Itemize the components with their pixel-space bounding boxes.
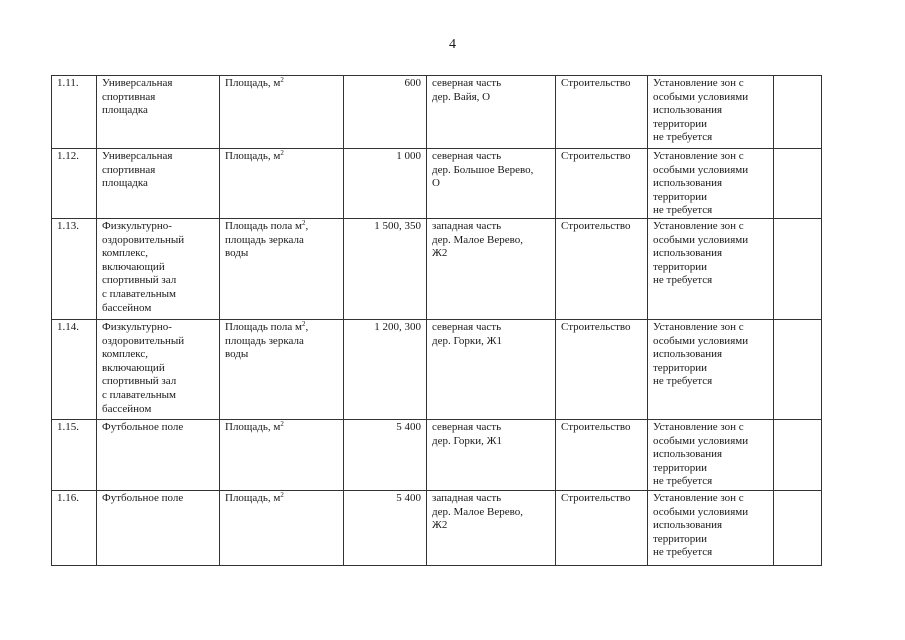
parameter-label: Площадь, м <box>225 150 281 162</box>
row-number: 1.15. <box>52 420 97 491</box>
zones-note: Установление зон с особыми условиями использования территории не требуется <box>648 219 774 320</box>
parameter-value: 1 000 <box>344 149 427 219</box>
empty-cell <box>774 76 822 149</box>
parameter-label: Площадь, м <box>225 492 281 504</box>
parameter-cell <box>220 491 344 566</box>
parameter-label: Площадь, м <box>225 421 281 433</box>
zones-note: Установление зон с особыми условиями использования территории не требуется <box>648 420 774 491</box>
measure-type: Строительство <box>556 149 648 219</box>
row-number: 1.14. <box>52 320 97 420</box>
unit-exponent: 2 <box>301 320 306 328</box>
location: северная часть дер. Горки, Ж1 <box>427 320 556 420</box>
parameter-cell <box>220 420 344 491</box>
object-name: Футбольное поле <box>97 491 220 566</box>
objects-table <box>51 75 822 566</box>
parameter-value: 1 500, 350 <box>344 219 427 320</box>
unit-exponent: 2 <box>280 149 284 157</box>
parameter-value: 1 200, 300 <box>344 320 427 420</box>
parameter-label-rest: , площадь зеркала воды <box>225 321 309 361</box>
unit-exponent: 2 <box>280 420 284 428</box>
location: северная часть дер. Большое Верево, О <box>427 149 556 219</box>
empty-cell <box>774 420 822 491</box>
unit-exponent: 2 <box>301 219 306 227</box>
parameter-cell <box>220 76 344 149</box>
parameter-label: Площадь, м <box>225 77 281 89</box>
row-number: 1.11. <box>52 76 97 149</box>
table-row <box>52 491 822 566</box>
parameter-value: 600 <box>344 76 427 149</box>
parameter-label-rest: , площадь зеркала воды <box>225 220 309 260</box>
empty-cell <box>774 491 822 566</box>
empty-cell <box>774 149 822 219</box>
location: северная часть дер. Горки, Ж1 <box>427 420 556 491</box>
unit-exponent: 2 <box>280 76 284 84</box>
object-name: Физкультурно- оздоровительный комплекс, включающий спортивный зал с плавательным бассейном <box>97 219 220 320</box>
zones-note: Установление зон с особыми условиями использования территории не требуется <box>648 149 774 219</box>
table-row <box>52 149 822 219</box>
parameter-cell <box>220 320 344 420</box>
measure-type: Строительство <box>556 320 648 420</box>
table-row <box>52 320 822 420</box>
parameter-value: 5 400 <box>344 491 427 566</box>
row-number: 1.12. <box>52 149 97 219</box>
measure-type: Строительство <box>556 420 648 491</box>
parameter-cell <box>220 219 344 320</box>
row-number: 1.13. <box>52 219 97 320</box>
measure-type: Строительство <box>556 491 648 566</box>
empty-cell <box>774 320 822 420</box>
zones-note: Установление зон с особыми условиями использования территории не требуется <box>648 76 774 149</box>
location: западная часть дер. Малое Верево, Ж2 <box>427 491 556 566</box>
page-number: 4 <box>449 37 456 52</box>
zones-note: Установление зон с особыми условиями использования территории не требуется <box>648 491 774 566</box>
table-row <box>52 420 822 491</box>
parameter-label: Площадь пола м <box>225 220 302 232</box>
zones-note: Установление зон с особыми условиями использования территории не требуется <box>648 320 774 420</box>
measure-type: Строительство <box>556 76 648 149</box>
parameter-value: 5 400 <box>344 420 427 491</box>
location: северная часть дер. Вайя, О <box>427 76 556 149</box>
object-name: Футбольное поле <box>97 420 220 491</box>
table-row <box>52 76 822 149</box>
row-number: 1.16. <box>52 491 97 566</box>
empty-cell <box>774 219 822 320</box>
table-row <box>52 219 822 320</box>
parameter-label: Площадь пола м <box>225 321 302 333</box>
location: западная часть дер. Малое Верево, Ж2 <box>427 219 556 320</box>
object-name: Физкультурно- оздоровительный комплекс, включающий спортивный зал с плавательным бассейном <box>97 320 220 420</box>
measure-type: Строительство <box>556 219 648 320</box>
unit-exponent: 2 <box>280 491 284 499</box>
parameter-cell <box>220 149 344 219</box>
object-name: Универсальная спортивная площадка <box>97 76 220 149</box>
object-name: Универсальная спортивная площадка <box>97 149 220 219</box>
